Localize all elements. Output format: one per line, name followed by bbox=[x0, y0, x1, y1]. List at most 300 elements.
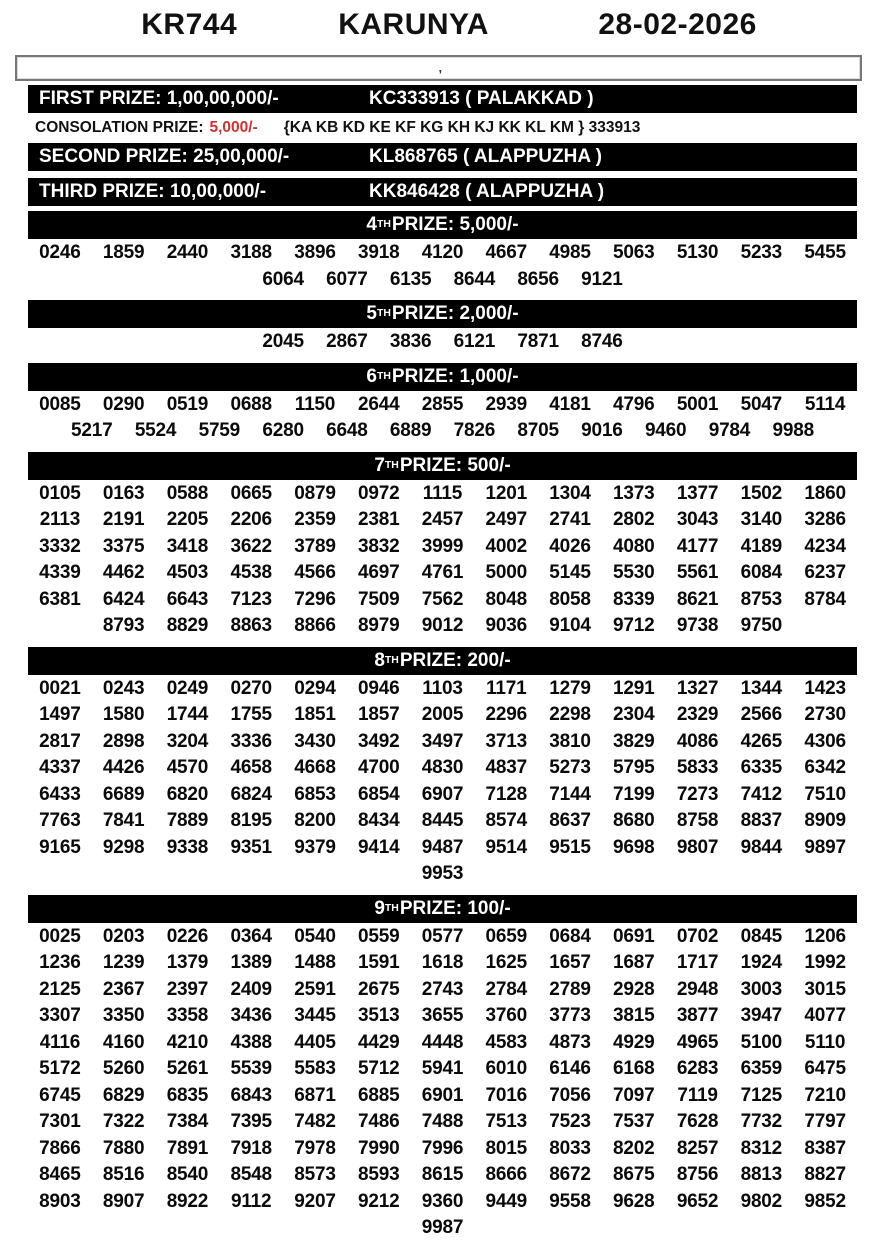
prize-number: 7562 bbox=[421, 588, 464, 610]
prize-number: 7523 bbox=[549, 1111, 591, 1132]
prize-number: 6424 bbox=[102, 588, 145, 610]
prize-number: 4837 bbox=[485, 757, 527, 778]
prize-number: 5712 bbox=[357, 1058, 400, 1079]
fifth-prize-numbers bbox=[28, 328, 857, 358]
prize-number: 9652 bbox=[676, 1190, 719, 1212]
prize-number: 4462 bbox=[102, 562, 145, 583]
prize-number: 9852 bbox=[804, 1190, 846, 1212]
prize-number: 5100 bbox=[740, 1031, 783, 1053]
prize-number: 1744 bbox=[166, 704, 209, 725]
prize-number: 9988 bbox=[772, 420, 814, 441]
prize-number: 3810 bbox=[549, 730, 591, 752]
prize-number: 4700 bbox=[357, 757, 400, 778]
prize-number: 0845 bbox=[740, 925, 783, 947]
results-body bbox=[28, 85, 857, 1244]
prize-number: 2329 bbox=[676, 704, 719, 725]
prize-number: 6829 bbox=[102, 1084, 145, 1106]
prize-number: 4116 bbox=[39, 1031, 81, 1053]
eighth-prize-header: 8 TH PRIZE: 200/- bbox=[28, 647, 857, 675]
prize-number: 1851 bbox=[294, 704, 336, 725]
prize-number: 1717 bbox=[676, 952, 719, 973]
prize-number: 2304 bbox=[613, 704, 655, 725]
prize-number: 8202 bbox=[613, 1137, 655, 1159]
prize-number: 3896 bbox=[294, 242, 336, 263]
prize-number: 2743 bbox=[421, 978, 464, 1000]
prize-number: 4761 bbox=[421, 562, 464, 583]
prize-number: 7891 bbox=[166, 1137, 209, 1159]
prize-number: 4306 bbox=[804, 730, 846, 752]
prize-number: 5833 bbox=[676, 757, 719, 778]
prize-number: 8540 bbox=[166, 1164, 209, 1185]
consolation-amount: 5,000/- bbox=[209, 118, 258, 136]
prize-number: 4002 bbox=[485, 535, 527, 557]
prize-number: 4426 bbox=[102, 757, 145, 778]
prize-number: 0021 bbox=[39, 677, 81, 699]
prize-ordinal: 5 bbox=[366, 303, 377, 324]
prize-number: 2206 bbox=[230, 509, 272, 530]
prize-number: 1625 bbox=[485, 952, 527, 973]
prize-number: 7322 bbox=[102, 1111, 145, 1132]
lottery-result-sheet bbox=[0, 8, 880, 1245]
prize-number: 2675 bbox=[357, 978, 400, 1000]
prize-number: 8058 bbox=[549, 588, 591, 610]
prize-number: 1502 bbox=[740, 482, 783, 504]
prize-number: 2457 bbox=[421, 509, 464, 530]
prize-number: 0203 bbox=[102, 925, 145, 947]
prize-number: 1924 bbox=[740, 952, 783, 973]
prize-number: 2296 bbox=[485, 704, 527, 725]
prize-number: 9012 bbox=[421, 615, 464, 636]
prize-number: 5233 bbox=[740, 242, 783, 263]
prize-number: 2005 bbox=[421, 704, 464, 725]
prize-number: 5145 bbox=[549, 562, 591, 583]
prize-number: 5539 bbox=[230, 1058, 272, 1079]
prize-number: 3140 bbox=[740, 509, 783, 530]
prize-number: 8666 bbox=[485, 1164, 527, 1185]
prize-number: 9036 bbox=[485, 615, 527, 636]
prize-number: 3773 bbox=[549, 1005, 591, 1026]
prize-number: 8827 bbox=[804, 1164, 846, 1185]
prize-number: 6475 bbox=[804, 1058, 846, 1079]
first-prize-winner: KC333913 ( PALAKKAD ) bbox=[369, 88, 594, 109]
prize-number: 7841 bbox=[102, 810, 145, 831]
second-prize-winner: KL868765 ( ALAPPUZHA ) bbox=[369, 146, 602, 167]
prize-number: 8793 bbox=[102, 615, 145, 636]
prize-number: 2948 bbox=[676, 978, 719, 1000]
prize-number: 7732 bbox=[740, 1111, 783, 1132]
prize-number: 6381 bbox=[39, 588, 81, 610]
prize-number: 7128 bbox=[485, 783, 527, 805]
prize-number: 1377 bbox=[676, 482, 719, 504]
prize-number: 2298 bbox=[549, 704, 591, 725]
prize-number: 3877 bbox=[676, 1005, 719, 1026]
prize-number: 3003 bbox=[740, 978, 783, 1000]
prize-number: 8033 bbox=[549, 1137, 591, 1159]
prize-number: 4873 bbox=[549, 1031, 591, 1053]
prize-number: 4080 bbox=[613, 535, 655, 557]
fourth-prize-header: 4 TH PRIZE: 5,000/- bbox=[28, 211, 857, 239]
prize-number: 6824 bbox=[230, 783, 272, 805]
ninth-prize-header: 9 TH PRIZE: 100/- bbox=[28, 895, 857, 923]
prize-number: 1291 bbox=[613, 677, 655, 699]
prize-number: 3832 bbox=[357, 535, 400, 557]
prize-number: 3332 bbox=[39, 535, 81, 557]
prize-number: 0879 bbox=[294, 482, 336, 504]
prize-number: 4658 bbox=[230, 757, 272, 778]
prize-number: 5047 bbox=[740, 393, 783, 415]
prize-number: 1580 bbox=[102, 704, 145, 725]
prize-number: 6871 bbox=[294, 1084, 336, 1106]
prize-number: 1591 bbox=[357, 952, 400, 973]
prize-number: 7826 bbox=[453, 420, 496, 441]
prize-number: 4965 bbox=[676, 1031, 719, 1053]
prize-number: 4830 bbox=[421, 757, 464, 778]
fifth-prize-header: 5 TH PRIZE: 2,000/- bbox=[28, 300, 857, 328]
prize-number: 7199 bbox=[613, 783, 655, 805]
prize-number: 0243 bbox=[102, 677, 145, 699]
prize-number: 0684 bbox=[549, 925, 591, 947]
prize-number: 5524 bbox=[134, 420, 177, 441]
prize-number: 7486 bbox=[357, 1111, 400, 1132]
empty-header-box bbox=[15, 55, 862, 81]
prize-number: 0972 bbox=[357, 482, 400, 504]
prize-number: 1279 bbox=[549, 677, 591, 699]
prize-number: 3947 bbox=[740, 1005, 783, 1026]
prize-number: 8907 bbox=[102, 1190, 145, 1212]
prize-number: 2397 bbox=[166, 978, 209, 1000]
prize-number: 2939 bbox=[485, 393, 527, 415]
prize-number: 8909 bbox=[804, 810, 846, 831]
prize-number: 0163 bbox=[102, 482, 145, 504]
prize-number: 8200 bbox=[294, 810, 336, 831]
prize-number: 6843 bbox=[230, 1084, 272, 1106]
prize-number: 7482 bbox=[294, 1111, 336, 1132]
prize-number: 6010 bbox=[485, 1058, 527, 1079]
prize-number: 3418 bbox=[166, 535, 209, 557]
prize-number: 9558 bbox=[549, 1190, 591, 1212]
prize-number: 9738 bbox=[676, 615, 719, 636]
prize-number: 0691 bbox=[613, 925, 655, 947]
prize-number: 8922 bbox=[166, 1190, 209, 1212]
prize-number: 2784 bbox=[485, 978, 527, 1000]
prize-number: 7889 bbox=[166, 810, 209, 831]
prize-number: 4503 bbox=[166, 562, 209, 583]
prize-number: 8615 bbox=[421, 1164, 464, 1185]
prize-number: 0577 bbox=[421, 925, 464, 947]
prize-number: 7866 bbox=[39, 1137, 81, 1159]
prize-number: 1373 bbox=[613, 482, 655, 504]
prize-amount-text: PRIZE: 100/- bbox=[399, 897, 511, 919]
prize-number: 7384 bbox=[166, 1111, 209, 1132]
first-prize-label: FIRST PRIZE: 1,00,00,000/- bbox=[39, 88, 279, 109]
prize-number: 9802 bbox=[740, 1190, 783, 1212]
prize-number: 8758 bbox=[676, 810, 719, 831]
prize-number: 6359 bbox=[740, 1058, 783, 1079]
prize-number: 1344 bbox=[740, 677, 783, 699]
prize-number: 6853 bbox=[294, 783, 336, 805]
prize-number: 6889 bbox=[389, 420, 432, 441]
prize-number: 2409 bbox=[230, 978, 272, 1000]
prize-number: 6885 bbox=[357, 1084, 400, 1106]
prize-number: 4120 bbox=[421, 242, 464, 263]
prize-number: 8312 bbox=[740, 1137, 783, 1159]
prize-number: 3513 bbox=[357, 1005, 400, 1026]
draw-date: 28-02-2026 bbox=[598, 8, 757, 41]
fourth-prize-numbers bbox=[28, 239, 857, 295]
prize-ordinal: 7 bbox=[374, 454, 385, 476]
prize-number: 8756 bbox=[676, 1164, 719, 1185]
prize-number: 2789 bbox=[549, 978, 591, 1000]
prize-number: 0025 bbox=[39, 925, 81, 947]
prize-number: 2898 bbox=[102, 730, 145, 752]
prize-number: 1423 bbox=[804, 677, 846, 699]
prize-number: 8863 bbox=[230, 615, 272, 636]
prize-number: 7097 bbox=[613, 1084, 655, 1106]
prize-number: 7871 bbox=[517, 331, 559, 352]
seventh-prize-numbers bbox=[28, 480, 857, 642]
prize-number: 4337 bbox=[39, 757, 81, 778]
prize-number: 6648 bbox=[326, 420, 368, 441]
prize-number: 3655 bbox=[421, 1005, 464, 1026]
prize-number: 5583 bbox=[294, 1058, 336, 1079]
prize-number: 2730 bbox=[804, 704, 846, 725]
prize-number: 8574 bbox=[485, 810, 527, 831]
prize-number: 7996 bbox=[421, 1137, 464, 1159]
prize-amount-text: PRIZE: 2,000/- bbox=[391, 303, 519, 324]
prize-number: 2644 bbox=[357, 393, 400, 415]
prize-number: 9414 bbox=[357, 836, 400, 858]
prize-number: 5114 bbox=[804, 393, 846, 415]
prize-number: 7395 bbox=[230, 1111, 272, 1132]
prize-number: 4697 bbox=[357, 562, 400, 583]
prize-number: 6146 bbox=[549, 1058, 591, 1079]
prize-number: 6283 bbox=[676, 1058, 719, 1079]
prize-number: 2440 bbox=[166, 242, 209, 263]
prize-number: 2359 bbox=[294, 509, 336, 530]
prize-number: 0588 bbox=[166, 482, 209, 504]
prize-number: 2381 bbox=[357, 509, 400, 530]
prize-number: 0085 bbox=[39, 393, 81, 415]
document-header bbox=[0, 8, 880, 48]
prize-number: 2191 bbox=[102, 509, 145, 530]
prize-number: 3307 bbox=[39, 1005, 81, 1026]
prize-number: 4177 bbox=[676, 535, 719, 557]
prize-number: 9298 bbox=[102, 836, 145, 858]
prize-number: 4388 bbox=[230, 1031, 272, 1053]
prize-number: 4796 bbox=[613, 393, 655, 415]
prize-number: 5063 bbox=[613, 242, 655, 263]
prize-number: 9514 bbox=[485, 836, 527, 858]
prize-number: 8656 bbox=[517, 268, 559, 290]
prize-number: 8257 bbox=[676, 1137, 719, 1159]
prize-number: 9698 bbox=[613, 836, 655, 858]
prize-number: 9121 bbox=[581, 268, 623, 290]
prize-number: 8593 bbox=[357, 1164, 400, 1185]
prize-number: 5172 bbox=[39, 1058, 81, 1079]
prize-number: 8675 bbox=[613, 1164, 655, 1185]
prize-number: 4929 bbox=[613, 1031, 655, 1053]
prize-number: 9360 bbox=[421, 1190, 464, 1212]
prize-number: 8903 bbox=[39, 1190, 81, 1212]
prize-number: 1860 bbox=[804, 482, 846, 504]
prize-number: 9784 bbox=[708, 420, 751, 441]
prize-number: 3445 bbox=[294, 1005, 336, 1026]
prize-amount-text: PRIZE: 5,000/- bbox=[391, 214, 519, 235]
prize-number: 3815 bbox=[613, 1005, 655, 1026]
prize-number: 8866 bbox=[294, 615, 336, 636]
prize-number: 0946 bbox=[357, 677, 400, 699]
stray-mark: ’ bbox=[438, 67, 443, 82]
prize-number: 7144 bbox=[549, 783, 591, 805]
prize-number: 4086 bbox=[676, 730, 719, 752]
prize-number: 0105 bbox=[39, 482, 81, 504]
prize-number: 5759 bbox=[198, 420, 241, 441]
prize-number: 0294 bbox=[294, 677, 336, 699]
prize-number: 7056 bbox=[549, 1084, 591, 1106]
prize-number: 5000 bbox=[485, 562, 527, 583]
prize-number: 8048 bbox=[485, 588, 527, 610]
prize-number: 6854 bbox=[357, 783, 400, 805]
prize-number: 1201 bbox=[485, 482, 527, 504]
prize-number: 5110 bbox=[804, 1031, 846, 1053]
prize-number: 9379 bbox=[294, 836, 336, 858]
prize-number: 8813 bbox=[740, 1164, 783, 1185]
prize-number: 7016 bbox=[485, 1084, 527, 1106]
prize-number: 9628 bbox=[613, 1190, 655, 1212]
prize-number: 1488 bbox=[294, 952, 336, 973]
prize-number: 2817 bbox=[39, 730, 81, 752]
prize-number: 0246 bbox=[39, 242, 81, 263]
prize-number: 8434 bbox=[357, 810, 400, 831]
prize-number: 4160 bbox=[102, 1031, 145, 1053]
prize-ordinal: 6 bbox=[366, 365, 377, 387]
prize-number: 1115 bbox=[422, 482, 463, 504]
prize-number: 4667 bbox=[485, 242, 527, 263]
prize-number: 5561 bbox=[676, 562, 719, 583]
prize-number: 5530 bbox=[613, 562, 655, 583]
prize-amount-text: PRIZE: 200/- bbox=[399, 649, 511, 671]
prize-number: 3336 bbox=[230, 730, 272, 752]
prize-number: 6084 bbox=[740, 562, 783, 583]
prize-number: 3760 bbox=[485, 1005, 527, 1026]
prize-number: 2205 bbox=[166, 509, 209, 530]
prize-number: 1304 bbox=[549, 482, 591, 504]
prize-number: 8516 bbox=[102, 1164, 145, 1185]
draw-code: KR744 bbox=[141, 8, 238, 41]
sixth-prize-numbers bbox=[28, 391, 857, 447]
prize-number: 7763 bbox=[39, 810, 81, 831]
prize-number: 4985 bbox=[549, 242, 591, 263]
prize-amount-text: PRIZE: 1,000/- bbox=[391, 365, 519, 387]
prize-number: 9112 bbox=[230, 1190, 272, 1212]
prize-number: 7296 bbox=[294, 588, 336, 610]
prize-number: 8705 bbox=[517, 420, 559, 441]
prize-number: 9807 bbox=[676, 836, 719, 858]
prize-number: 2591 bbox=[294, 978, 336, 1000]
prize-ordinal: 4 bbox=[366, 214, 377, 235]
prize-number: 7990 bbox=[357, 1137, 400, 1159]
third-prize-bar bbox=[28, 178, 857, 206]
prize-number: 3918 bbox=[357, 242, 400, 263]
prize-number: 1150 bbox=[294, 393, 336, 415]
prize-number: 4265 bbox=[740, 730, 783, 752]
prize-number: 3492 bbox=[357, 730, 400, 752]
prize-number: 4181 bbox=[549, 393, 591, 415]
prize-number: 1755 bbox=[230, 704, 272, 725]
prize-number: 1171 bbox=[486, 677, 527, 699]
prize-number: 7537 bbox=[613, 1111, 655, 1132]
seventh-prize-header: 7 TH PRIZE: 500/- bbox=[28, 452, 857, 480]
prize-number: 6689 bbox=[102, 783, 145, 805]
prize-number: 1103 bbox=[422, 677, 463, 699]
prize-number: 7978 bbox=[294, 1137, 336, 1159]
prize-number: 5273 bbox=[549, 757, 591, 778]
prize-number: 8672 bbox=[549, 1164, 591, 1185]
prize-number: 3188 bbox=[230, 242, 272, 263]
prize-number: 0249 bbox=[166, 677, 209, 699]
prize-number: 1992 bbox=[804, 952, 846, 973]
prize-number: 1379 bbox=[166, 952, 209, 973]
prize-number: 1236 bbox=[39, 952, 81, 973]
prize-number: 8573 bbox=[294, 1164, 336, 1185]
prize-number: 8445 bbox=[421, 810, 464, 831]
prize-number: 4234 bbox=[804, 535, 846, 557]
second-prize-bar bbox=[28, 143, 857, 171]
prize-number: 3204 bbox=[166, 730, 209, 752]
prize-number: 8753 bbox=[740, 588, 783, 610]
prize-number: 3436 bbox=[230, 1005, 272, 1026]
prize-number: 7273 bbox=[676, 783, 719, 805]
prize-number: 3430 bbox=[294, 730, 336, 752]
prize-number: 7509 bbox=[357, 588, 400, 610]
prize-number: 1239 bbox=[102, 952, 145, 973]
prize-number: 8621 bbox=[676, 588, 719, 610]
prize-number: 9844 bbox=[740, 836, 783, 858]
prize-number: 4429 bbox=[357, 1031, 400, 1053]
prize-number: 9016 bbox=[581, 420, 623, 441]
prize-number: 4339 bbox=[39, 562, 81, 583]
prize-number: 3286 bbox=[804, 509, 846, 530]
prize-number: 8746 bbox=[581, 331, 623, 352]
prize-number: 7510 bbox=[804, 783, 846, 805]
sixth-prize-header: 6 TH PRIZE: 1,000/- bbox=[28, 363, 857, 391]
eighth-prize-numbers bbox=[28, 675, 857, 890]
prize-number: 7918 bbox=[230, 1137, 272, 1159]
prize-number: 4538 bbox=[230, 562, 272, 583]
prize-number: 3713 bbox=[485, 730, 527, 752]
prize-number: 3358 bbox=[166, 1005, 209, 1026]
prize-number: 8644 bbox=[453, 268, 496, 290]
prize-number: 1389 bbox=[230, 952, 272, 973]
prize-number: 6077 bbox=[326, 268, 368, 290]
prize-number: 8548 bbox=[230, 1164, 272, 1185]
prize-number: 4448 bbox=[421, 1031, 464, 1053]
prize-number: 9953 bbox=[421, 863, 464, 884]
prize-number: 2125 bbox=[39, 978, 81, 1000]
prize-number: 6121 bbox=[453, 331, 496, 352]
prize-number: 1687 bbox=[613, 952, 655, 973]
prize-number: 4570 bbox=[166, 757, 209, 778]
prize-number: 4405 bbox=[294, 1031, 336, 1053]
prize-number: 1206 bbox=[804, 925, 846, 947]
prize-number: 5217 bbox=[71, 420, 113, 441]
prize-number: 6342 bbox=[804, 757, 846, 778]
prize-number: 0270 bbox=[230, 677, 272, 699]
prize-number: 9712 bbox=[613, 615, 655, 636]
prize-number: 6907 bbox=[421, 783, 464, 805]
prize-number: 8979 bbox=[357, 615, 400, 636]
prize-number: 2566 bbox=[740, 704, 783, 725]
